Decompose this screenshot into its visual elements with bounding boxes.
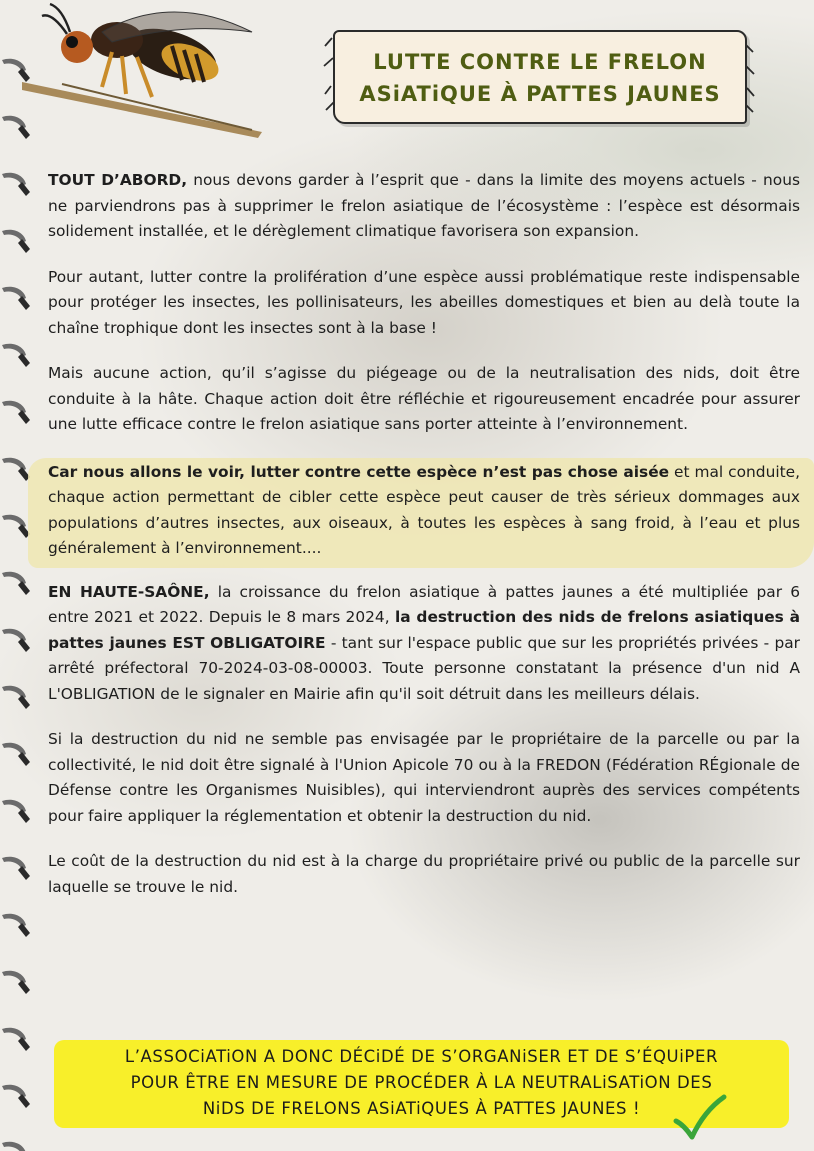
highlighted-paragraph: Car nous allons le voir, lutter contre cette espèce n’est pas chose aisée et mal conduite, chaque action permettant de cibler cette espèce peut causer de très sérieux dommages aux populations d’autres insectes, aux oiseaux, à toutes les espèces à sang froid, à l’eau et plus généralement à l’environnement.... (28, 458, 814, 568)
notebook-spiral-binding (0, 0, 36, 1151)
hornet-illustration (22, 2, 272, 142)
paragraph-fredon: Si la destruction du nid ne semble pas envisagée par le propriétaire de la parcelle ou par la collectivité, le nid doit être signalé à l'Union Apicole 70 ou à la FREDON (Fédération RÉgionale de Défense contre les Organismes Nuisibles), qui interviendront auprès des services compétents pour faire appliquer la réglementation et obtenir la destruction du nid. (48, 730, 800, 825)
lead-haute-saone: EN HAUTE-SAÔNE, (48, 582, 210, 601)
spiral-ring (2, 1085, 30, 1108)
spiral-ring (2, 173, 30, 196)
paragraph-pour-autant: Pour autant, lutter contre la prolifération d’une espèce aussi problématique reste indispensable pour protéger les insectes, les pollinisateurs, les abeilles domestiques et bien au delà toute la chaîne trophique dont les insectes sont à la base ! (48, 267, 800, 337)
checkmark-icon (672, 1093, 728, 1143)
main-text (48, 168, 800, 920)
spiral-ring (2, 914, 30, 937)
title-card (333, 30, 747, 124)
paragraph-mais-aucune: Mais aucune action, qu’il s’agisse du piégeage ou de la neutralisation des nids, doit être conduite à la hâte. Chaque action doit être réfléchie et rigoureusement encadrée pour assurer une lutte efficace contre le frelon asiatique sans porter atteinte à l’environnement. (48, 364, 800, 433)
spiral-ring (2, 458, 30, 481)
spiral-ring (2, 572, 30, 595)
spiral-ring (2, 515, 30, 538)
spiral-ring (2, 287, 30, 310)
title-line-1: LUTTE CONTRE LE FRELON (373, 50, 707, 74)
spiral-ring (2, 743, 30, 766)
paragraph-haute-saone: EN HAUTE-SAÔNE, la croissance du frelon asiatique à pattes jaunes a été multipliée par 6 entre 2021 et 2022. Depuis le 8 mars 2024, la destruction des nids de frelons asiatiques à pattes jaunes EST OBLIGATOIRE - tant sur l'espace public que sur les propriétés privées - par arrêté préfectoral 70-2024-03-08-00003. Toute personne constatant la présence d'un nid A L'OBLIGATION de le signaler en Mairie afin qu'il soit détruit dans les meilleurs délais. (48, 582, 801, 703)
spiral-ring (2, 1028, 30, 1051)
spiral-ring (2, 401, 30, 424)
spiral-ring (2, 971, 30, 994)
spiral-ring (2, 686, 30, 709)
paragraph-cout: Le coût de la destruction du nid est à la charge du propriétaire privé ou public de la parcelle sur laquelle se trouve le nid. (48, 852, 800, 896)
paragraph-intro: TOUT D’ABORD, nous devons garder à l’esprit que - dans la limite des moyens actuels - nous ne parviendrons pas à supprimer le frelon asiatique de l’écosystème : l’espèce est désormais solidement installée, et le dérèglement climatique favorisera son expansion. (48, 171, 800, 240)
title-line-2: ASiATiQUE À PATTES JAUNES (359, 82, 721, 106)
spiral-ring (2, 800, 30, 823)
banner-text: L’ASSOCiATiON A DONC DÉCiDÉ DE S’ORGANiSER ET DE S’ÉQUiPER POUR ÊTRE EN MESURE DE PROCÉDER À LA NEUTRALiSATiON DES NiDS DE FRELONS ASiATiQUES À PATTES JAUNES ! (124, 1047, 719, 1118)
spiral-ring (2, 629, 30, 652)
spiral-ring (2, 857, 30, 880)
lead-tout-dabord: TOUT D’ABORD, (48, 171, 188, 189)
spiral-ring (2, 344, 30, 367)
page-title (335, 46, 745, 110)
spiral-ring (2, 1142, 30, 1151)
spiral-ring (2, 230, 30, 253)
